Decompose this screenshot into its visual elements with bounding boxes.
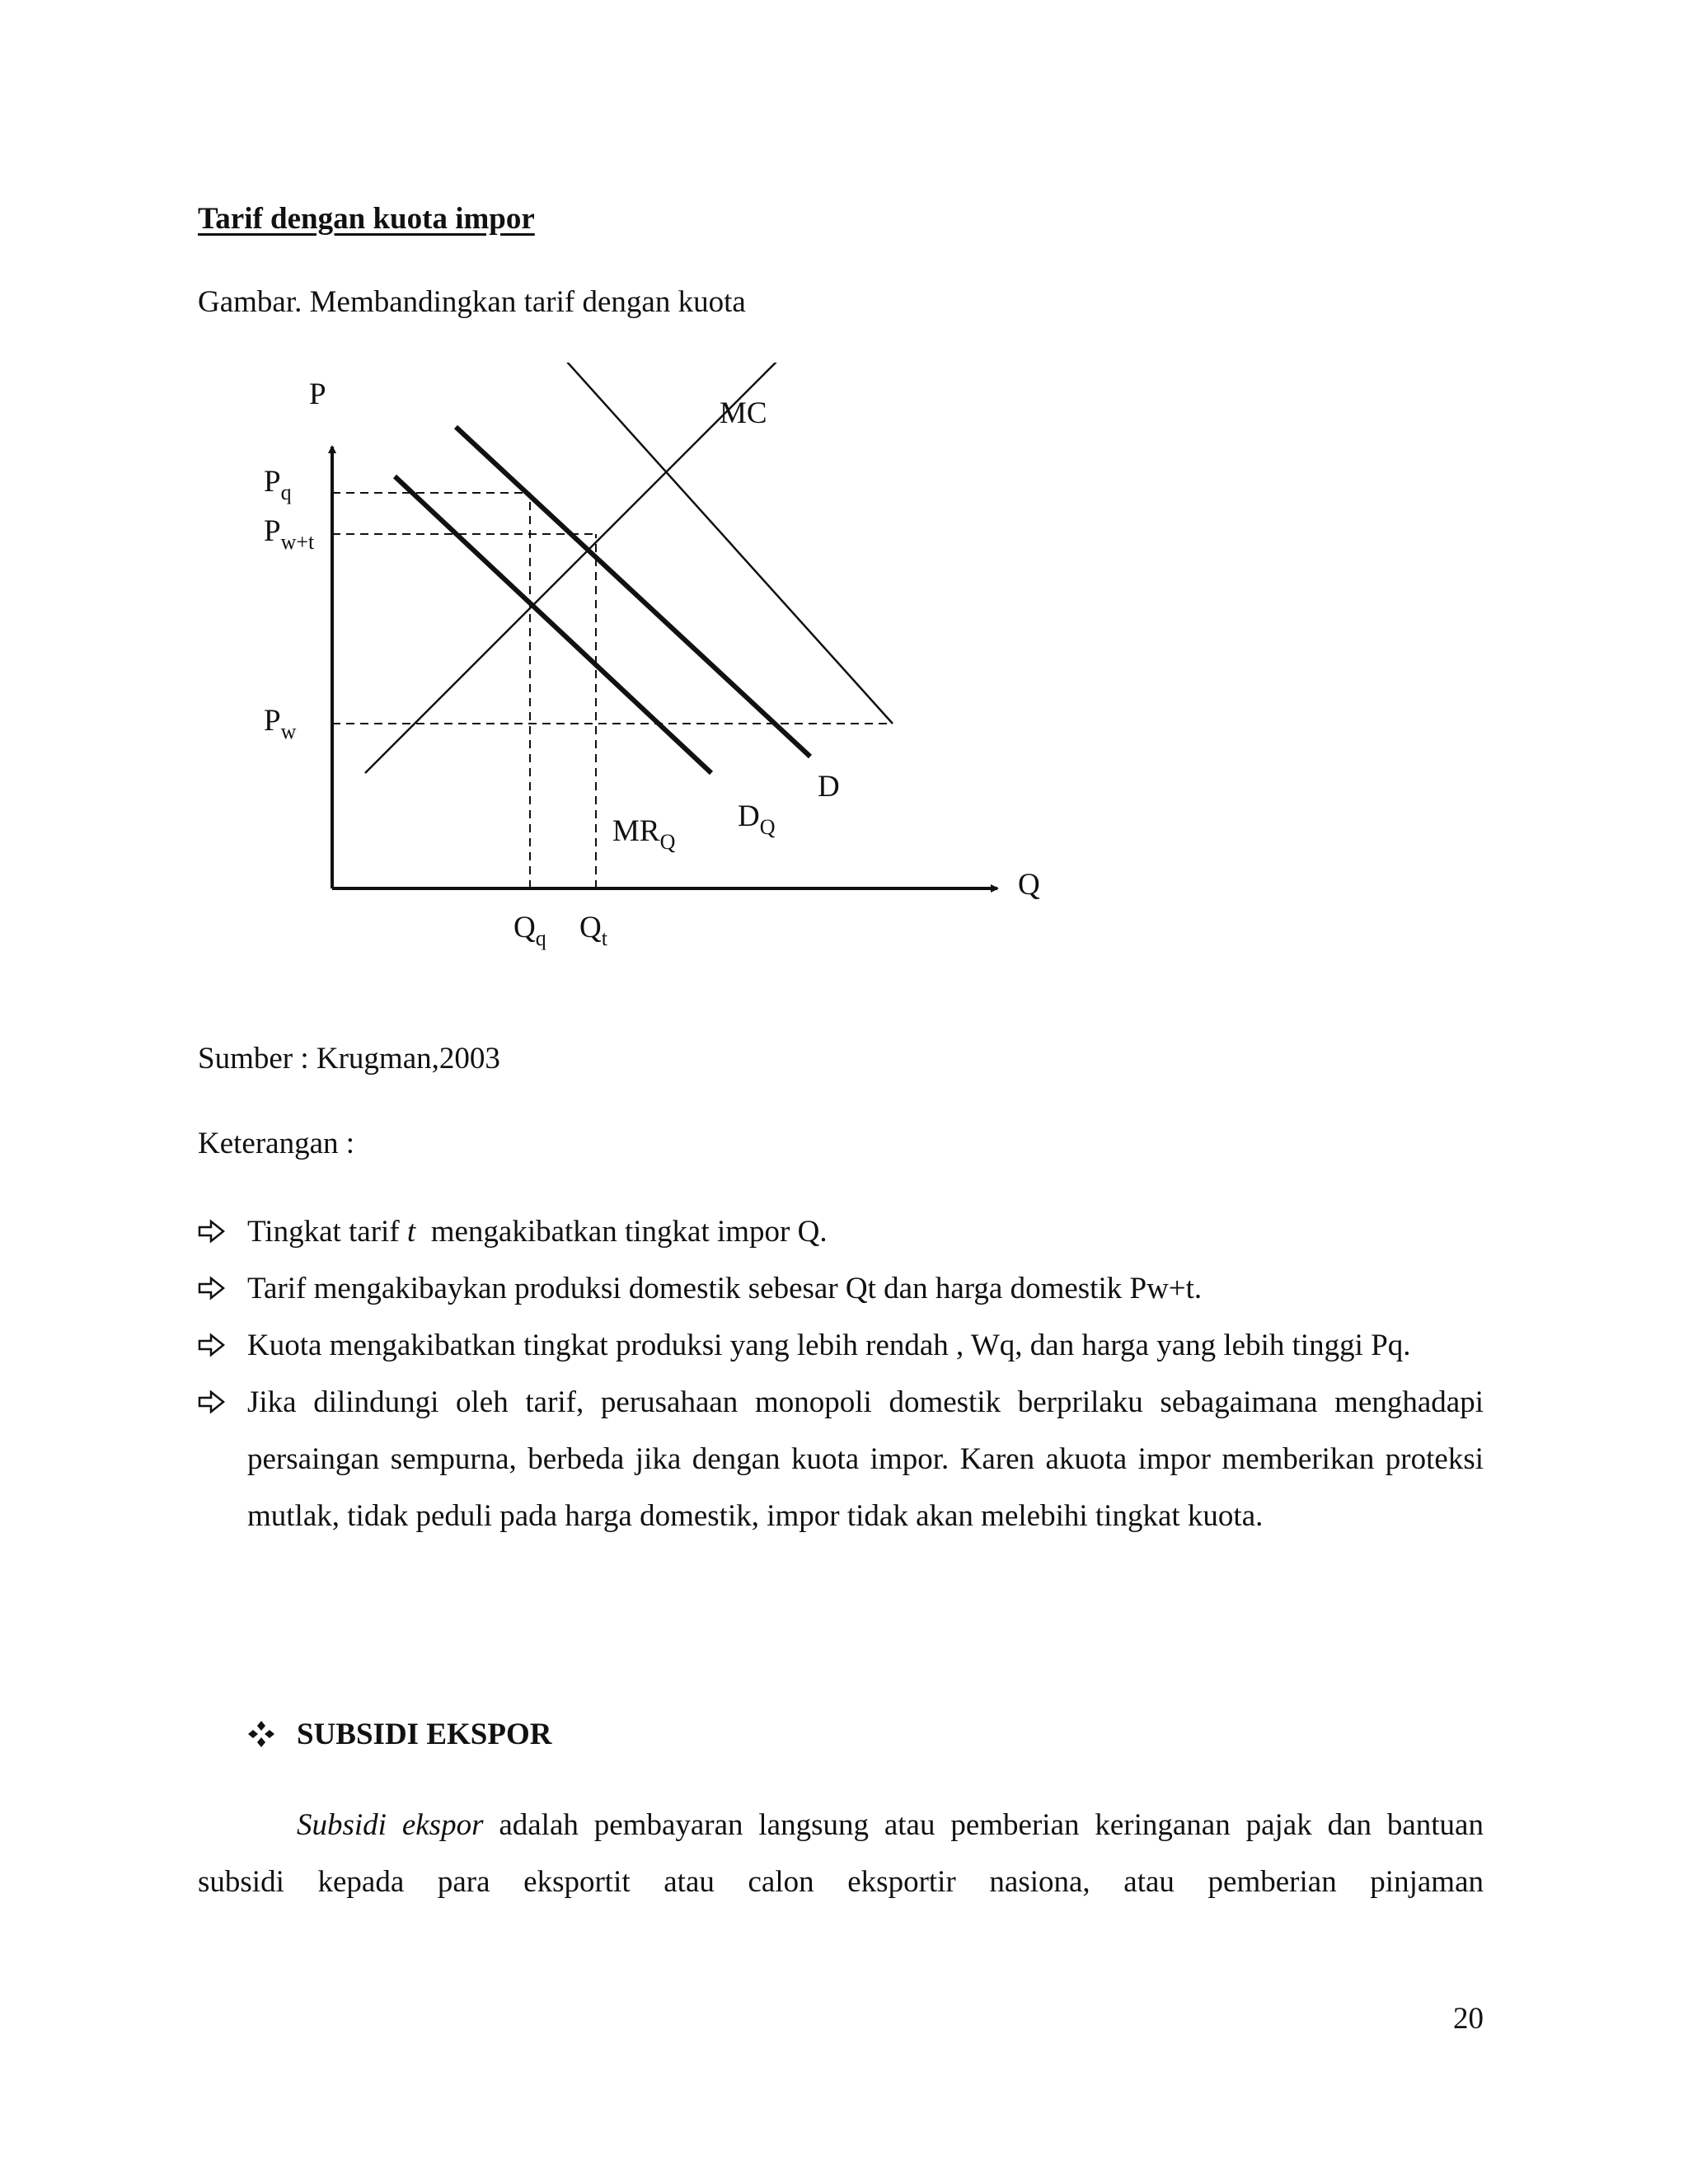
curve-label-D: D — [818, 770, 840, 804]
curve-label-MRQ: $MR_Q$ — [612, 814, 676, 854]
outline-arrow-icon — [198, 1333, 226, 1357]
outline-arrow-icon — [198, 1276, 226, 1301]
notes-list — [198, 1203, 1484, 1544]
body-paragraph — [198, 1797, 1484, 1910]
bullet-text: Kuota mengakibatkan tingkat produksi yang lebih rendah , Wq, dan harga yang lebih tinggi Pq. — [247, 1329, 1411, 1362]
page-number: 20 — [1453, 2002, 1484, 2036]
section-heading: Tarif dengan kuota impor — [198, 202, 535, 236]
tariff-quota-chart — [198, 363, 1104, 972]
bullet-text: Jika dilindungi oleh tarif, perusahaan monopoli domestik berprilaku sebagaimana menghadapi persaingan sempurna, berbeda jika dengan kuota impor. Karen akuota impor memberikan proteksi mutlak, tidak peduli pada harga domestik, impor tidak akan melebihi tingkat kuota. — [247, 1385, 1484, 1533]
paragraph-term: Subsidi ekspor — [297, 1808, 484, 1842]
figure-caption: Gambar. Membandingkan tarif dengan kuota — [198, 285, 746, 319]
bullet-text-pre: Tingkat tarif — [247, 1215, 407, 1249]
curve-label-DQ: $D_Q$ — [738, 799, 776, 839]
list-item — [198, 1203, 1484, 1260]
subsection-title: SUBSIDI EKSPOR — [297, 1718, 552, 1751]
list-item — [198, 1317, 1484, 1374]
curve-MRQ — [395, 476, 711, 773]
outline-arrow-icon — [198, 1219, 226, 1244]
paragraph-text: adalah pembayaran langsung atau pemberian keringanan pajak dan bantuan subsidi kepada para eksportit atau calon eksportir nasiona, atau pemberian pinjaman — [198, 1808, 1484, 1899]
bullet-text: Tarif mengakibaykan produksi domestik sebesar Qt dan harga domestik Pw+t. — [247, 1272, 1203, 1305]
figure-source: Sumber : Krugman,2003 — [198, 1042, 500, 1076]
four-diamond-icon — [247, 1720, 275, 1748]
list-item — [198, 1260, 1484, 1317]
x-axis-label: Q — [1018, 868, 1040, 902]
subsection-heading — [247, 1717, 551, 1752]
qty-label-Qq: $Q_q$ — [513, 911, 546, 950]
bullet-text-em: t — [406, 1215, 416, 1249]
price-label-Pq: $P_q$ — [264, 465, 292, 504]
qty-label-Qt: $Q_t$ — [579, 911, 607, 950]
outline-arrow-icon — [198, 1390, 226, 1414]
bullet-text-post: mengakibatkan tingkat impor Q. — [415, 1215, 828, 1249]
y-axis-label: P — [309, 377, 326, 411]
price-label-Pw+t: $P_{w+t}$ — [264, 514, 315, 554]
curve-label-MC: MC — [720, 396, 767, 430]
list-item — [198, 1374, 1484, 1544]
curve-DQ — [456, 427, 810, 757]
notes-label: Keterangan : — [198, 1127, 355, 1160]
price-label-Pw: $P_w$ — [264, 704, 297, 743]
